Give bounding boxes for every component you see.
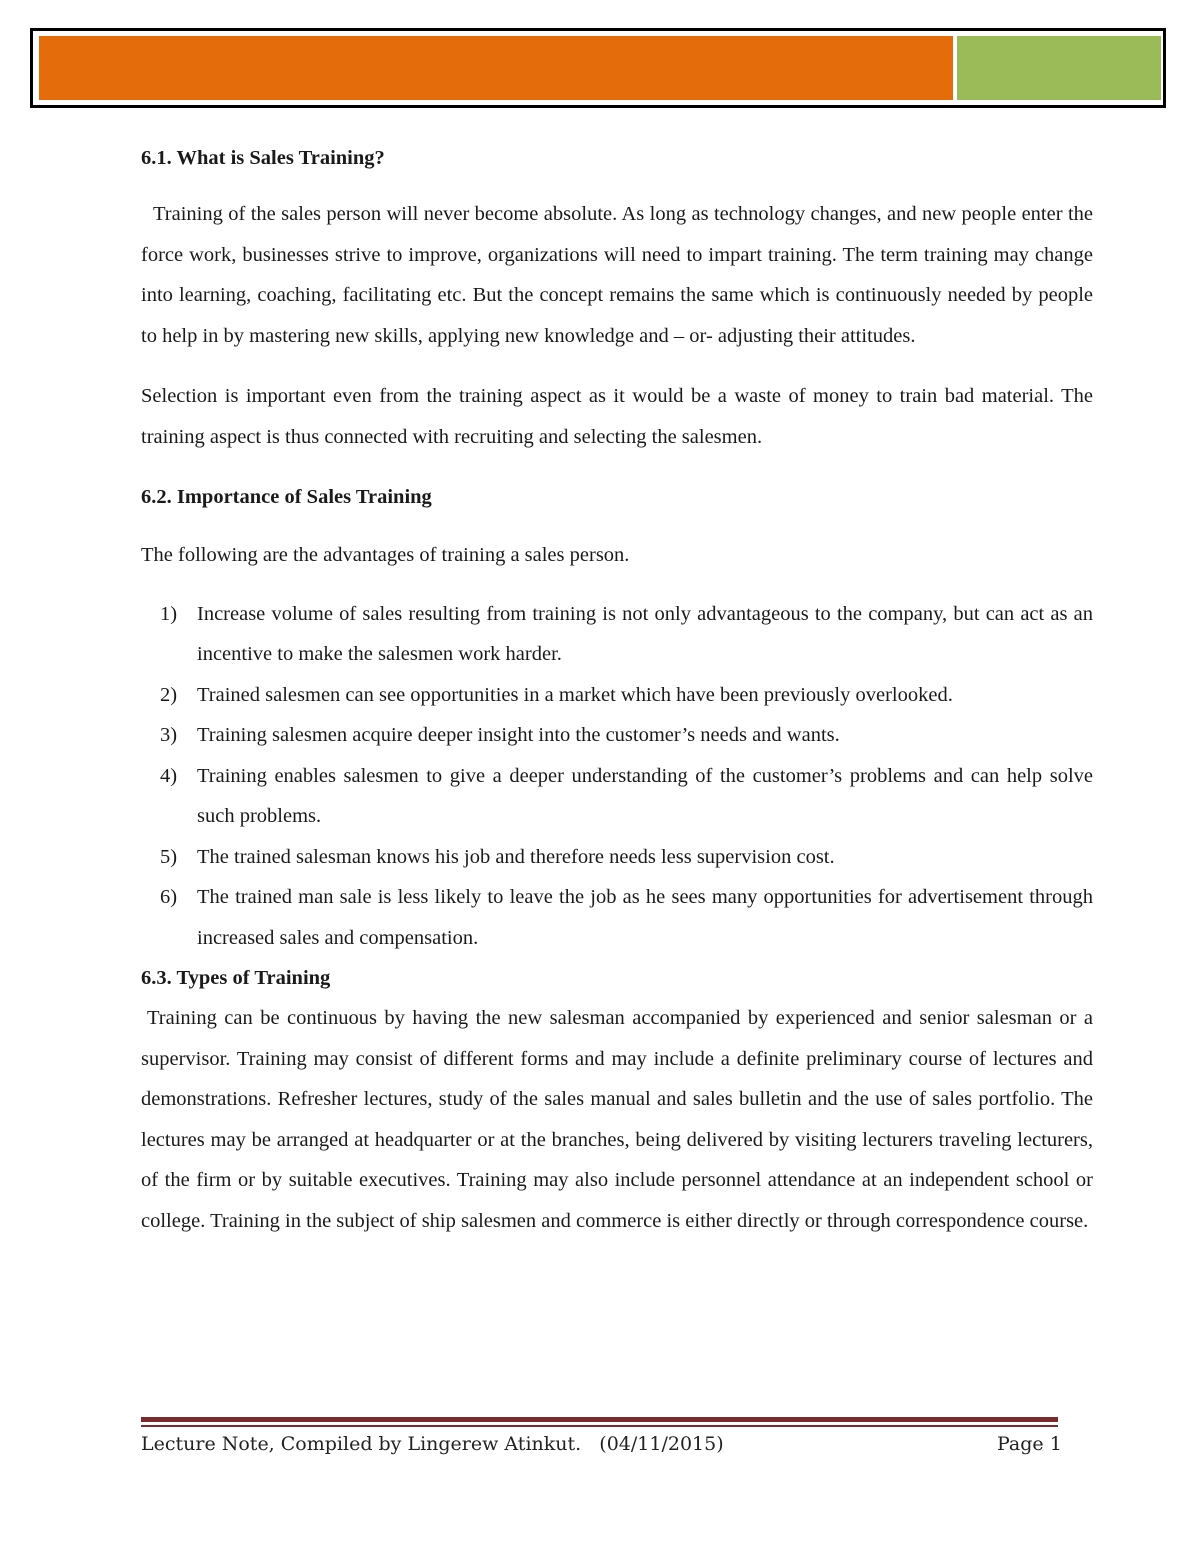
list-item: 3) Training salesmen acquire deeper insight into the customer’s needs and wants. <box>160 724 840 746</box>
section-6-2-intro: The following are the advantages of training a sales person. <box>141 544 630 566</box>
header-orange-block <box>39 36 953 100</box>
header-green-block <box>957 36 1161 100</box>
page-number: Page 1 <box>997 1433 1062 1455</box>
section-6-3-paragraph-1: Training can be continuous by having the new salesman accompanied by experienced and senior salesman or a supervisor. Training may consist of different forms and may include a definite preliminary course of lectures and demonstrations. Refresher lectures, study of the sales manual and sales bulletin and the use of sales portfolio. The lectures may be arranged at headquarter or at the branches, being delivered by visiting lecturers traveling lecturers, of the firm or by suitable executives. Training may also include personnel attendance at an independent school or college. Training in the subject of ship salesmen and commerce is either directly or through correspondence course. <box>141 1007 1093 1232</box>
footer-credit: Lecture Note, Compiled by Lingerew Atinkut. (04/11/2015) <box>141 1433 724 1455</box>
section-6-1-paragraph-2: Selection is important even from the training aspect as it would be a waste of money to train bad material. The training aspect is thus connected with recruiting and selecting the salesmen. <box>141 385 1093 448</box>
list-item: 5) The trained salesman knows his job and therefore needs less supervision cost. <box>160 845 835 868</box>
section-6-1-paragraph-1: Training of the sales person will never become absolute. As long as technology changes, and new people enter the force work, businesses strive to improve, organizations will need to impart training. The term training may change into learning, coaching, facilitating etc. But the concept remains the same which is continuously needed by people to help in by mastering new skills, applying new knowledge and – or- adjusting their attitudes. <box>141 203 1093 347</box>
document-body <box>141 138 1093 1241</box>
section-heading-6-3: 6.3. Types of Training <box>141 967 331 989</box>
advantages-list <box>141 594 1093 959</box>
list-item: 4) Training enables salesmen to give a deeper understanding of the customer’s problems and can help solve such problems. <box>160 764 1093 827</box>
section-heading-6-1: 6.1. What is Sales Training? <box>141 147 385 169</box>
header-banner <box>30 28 1166 108</box>
section-heading-6-2: 6.2. Importance of Sales Training <box>141 486 432 508</box>
list-item: 2) Trained salesmen can see opportunities in a market which have been previously overlooked. <box>160 683 953 706</box>
footer-rule-thin <box>141 1425 1058 1427</box>
list-item: 6) The trained man sale is less likely to leave the job as he sees many opportunities for advertisement through increased sales and compensation. <box>160 886 1093 949</box>
list-item: 1) Increase volume of sales resulting from training is not only advantageous to the company, but can act as an incentive to make the salesmen work harder. <box>160 602 1093 665</box>
footer-rule-thick <box>141 1417 1058 1422</box>
